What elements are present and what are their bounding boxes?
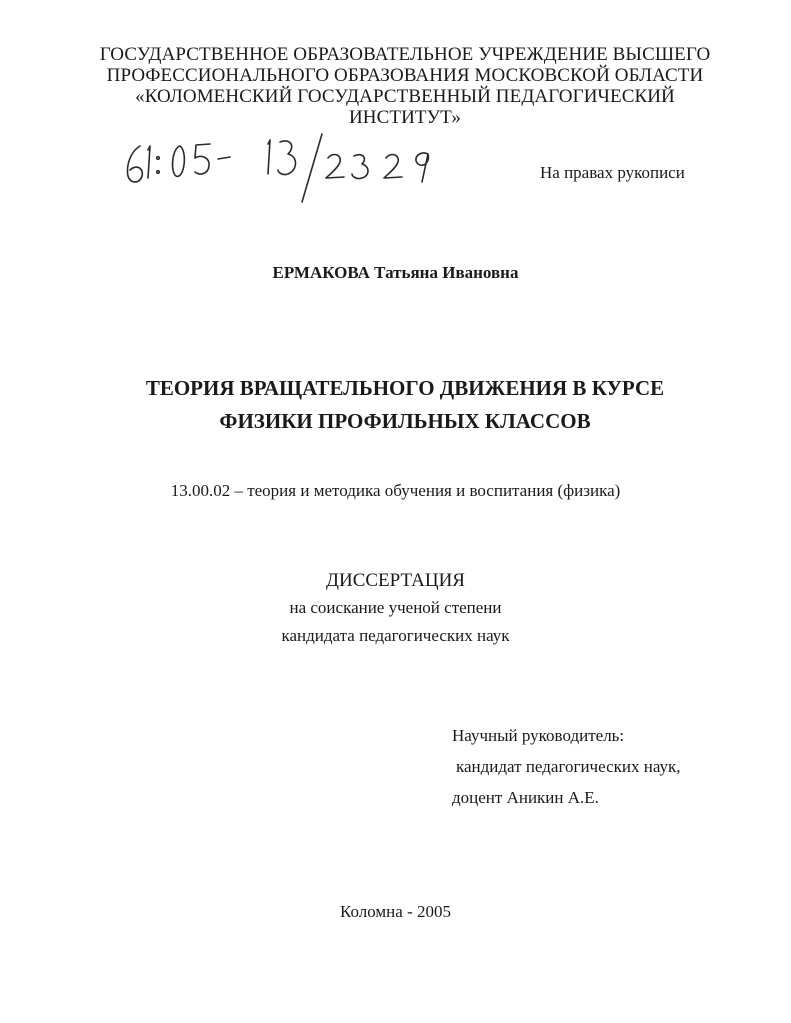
institution-line-4: ИНСТИТУТ»: [348, 107, 461, 128]
degree-line-2: кандидата педагогических наук: [281, 626, 510, 645]
degree-block: [0, 567, 791, 650]
title-line-1: ТЕОРИЯ ВРАЩАТЕЛЬНОГО ДВИЖЕНИЯ В КУРСЕ: [145, 376, 665, 400]
institution-line-2: ПРОФЕССИОНАЛЬНОГО ОБРАЗОВАНИЯ МОСКОВСКОЙ ОБЛАСТИ: [106, 65, 704, 86]
degree-line-1: на соискание ученой степени: [289, 598, 502, 617]
institution-header: [60, 44, 750, 128]
institution-line-1: ГОСУДАРСТВЕННОЕ ОБРАЗОВАТЕЛЬНОЕ УЧРЕЖДЕНИЕ ВЫСШЕГО: [99, 44, 711, 65]
supervisor-name: доцент Аникин А.Е.: [452, 788, 599, 807]
handwritten-catalog-number: [118, 128, 458, 208]
dissertation-title: [60, 372, 750, 438]
institution-line-3: «КОЛОМЕНСКИЙ ГОСУДАРСТВЕННЫЙ ПЕДАГОГИЧЕСКИЙ: [135, 86, 675, 107]
author-name: ЕРМАКОВА Татьяна Ивановна: [272, 263, 519, 282]
title-line-2: ФИЗИКИ ПРОФИЛЬНЫХ КЛАССОВ: [219, 409, 591, 433]
specialty-code: 13.00.02 – теория и методика обучения и воспитания (физика): [170, 481, 621, 500]
place-and-year: Коломна - 2005: [340, 902, 451, 921]
supervisor-label: Научный руководитель:: [452, 726, 625, 745]
handwriting-drawing: [118, 128, 458, 208]
document-kind: ДИССЕРТАЦИЯ: [326, 570, 465, 591]
supervisor-degree: кандидат педагогических наук,: [456, 757, 681, 776]
rights-note: На правах рукописи: [540, 163, 685, 182]
supervisor-block: [452, 720, 681, 813]
